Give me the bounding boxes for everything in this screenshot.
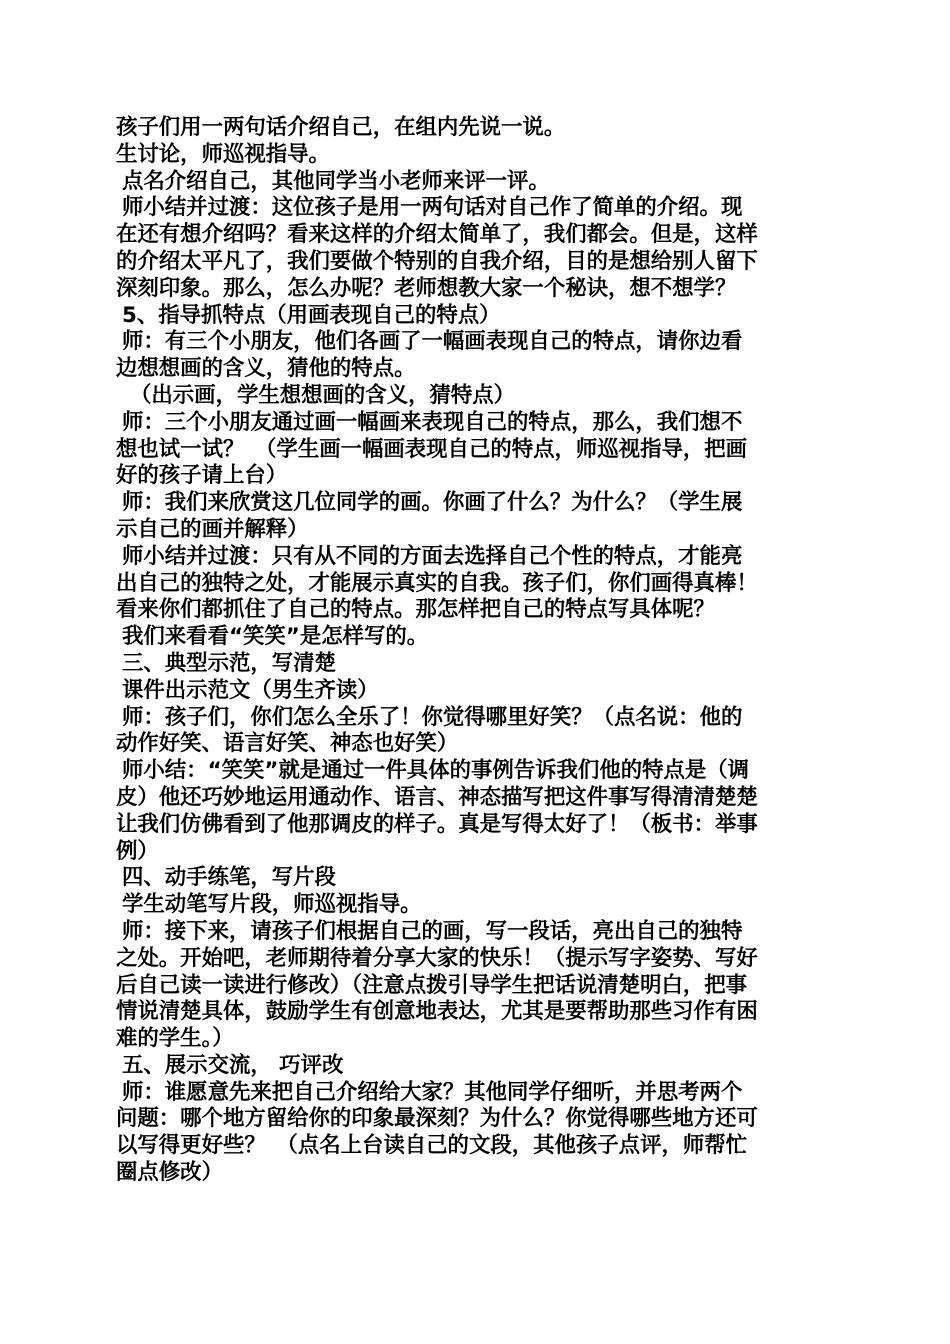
section-heading: 五、展示交流， 巧评改 <box>122 1052 344 1078</box>
text-line: 师：三个小朋友通过画一幅画来表现自己的特点，那么，我们想不 <box>122 409 743 435</box>
text-line: 师：孩子们，你们怎么全乐了！你觉得哪里好笑？（点名说：他的 <box>122 704 743 730</box>
text-line: 师：有三个小朋友，他们各画了一幅画表现自己的特点，请你边看 <box>122 329 743 355</box>
text-line: 的介绍太平凡了，我们要做个特别的自我介绍，目的是想给别人留下 <box>116 248 758 274</box>
section-heading: 5、指导抓特点（用画表现自己的特点） <box>122 302 501 328</box>
text-line: 以写得更好些？ （点名上台读自己的文段，其他孩子点评，师帮忙 <box>116 1133 748 1159</box>
text-line: 之处。开始吧，老师期待着分享大家的快乐！（提示写字姿势、写好 <box>116 945 758 971</box>
text-line: 情说清楚具体，鼓励学生有创意地表达，尤其是要帮助那些习作有困 <box>116 999 758 1025</box>
text-line: 孩子们用一两句话介绍自己，在组内先说一说。 <box>116 115 566 140</box>
text-line: 在还有想介绍吗？看来这样的介绍太简单了，我们都会。但是，这样 <box>116 222 758 248</box>
text-line: 师小结并过渡：只有从不同的方面去选择自己个性的特点，才能亮 <box>122 543 743 569</box>
text-line: 师：谁愿意先来把自己介绍给大家？其他同学仔细听，并思考两个 <box>122 1079 743 1105</box>
text-line: 皮）他还巧妙地运用通动作、语言、神态描写把这件事写得清清楚楚 <box>116 784 758 810</box>
text-line: 生讨论，师巡视指导。 <box>116 141 330 167</box>
text-line: 后自己读一读进行修改）（注意点拨引导学生把话说清楚明白，把事 <box>116 972 748 998</box>
text-line: 课件出示范文（男生齐读） <box>122 677 379 703</box>
text-line: 点名介绍自己，其他同学当小老师来评一评。 <box>122 168 550 194</box>
text-line: 边想想画的含义，猜他的特点。 <box>116 356 416 382</box>
text-line: （出示画，学生想想画的含义，猜特点） <box>130 382 516 408</box>
text-line: 想也试一试？ （学生画一幅画表现自己的特点，师巡视指导，把画 <box>116 436 748 462</box>
document-body <box>116 115 840 1187</box>
text-line: 师：我们来欣赏这几位同学的画。你画了什么？为什么？（学生展 <box>122 490 743 516</box>
text-line: 深刻印象。那么，怎么办呢？老师想教大家一个秘诀，想不想学？ <box>116 275 737 301</box>
text-line: 师：接下来，请孩子们根据自己的画，写一段话，亮出自己的独特 <box>122 918 743 944</box>
text-line: 问题：哪个地方留给你的印象最深刻？为什么？你觉得哪些地方还可 <box>116 1106 758 1132</box>
section-heading: 四、动手练笔，写片段 <box>122 865 336 891</box>
text-line: 例） <box>116 838 159 864</box>
text-line: 让我们仿佛看到了他那调皮的样子。真是写得太好了！（板书：举事 <box>116 811 758 837</box>
text-line: 学生动笔写片段，师巡视指导。 <box>122 892 422 918</box>
text-line: 师小结并过渡：这位孩子是用一两句话对自己作了简单的介绍。现 <box>122 195 743 221</box>
text-line: 我们来看看“笑笑”是怎样写的。 <box>122 624 429 650</box>
section-heading: 三、典型示范，写清楚 <box>122 650 336 676</box>
text-line: 出自己的独特之处，才能展示真实的自我。孩子们，你们画得真棒！ <box>116 570 758 596</box>
text-line: 难的学生。） <box>116 1026 234 1052</box>
text-line: 师小结：“笑笑”就是通过一件具体的事例告诉我们他的特点是（调 <box>122 758 750 784</box>
text-line: 动作好笑、语言好笑、神态也好笑） <box>116 731 459 757</box>
text-line: 圈点修改） <box>116 1160 223 1186</box>
text-line: 示自己的画并解释） <box>116 516 309 542</box>
text-line: 好的孩子请上台） <box>116 463 288 489</box>
text-line: 看来你们都抓住了自己的特点。那怎样把自己的特点写具体呢？ <box>116 597 715 623</box>
